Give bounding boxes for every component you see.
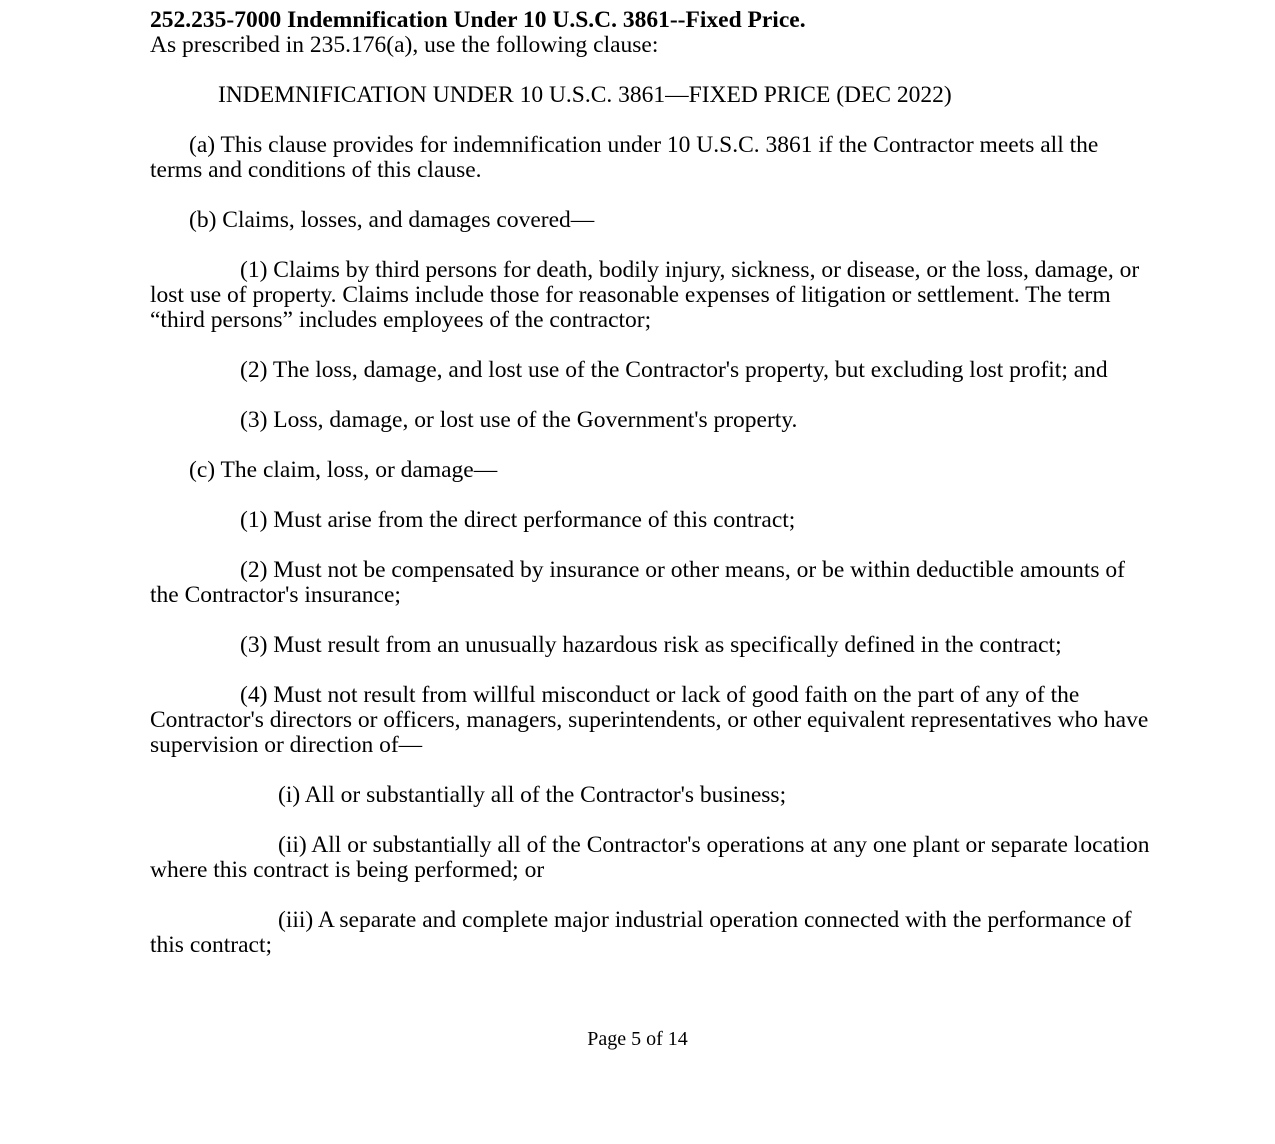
page-number-footer: Page 5 of 14 bbox=[587, 1028, 688, 1050]
paragraph-c-4: (4) Must not result from willful misconduct or lack of good faith on the part of any of the Contractor's directors or officers, managers, superintendents, or other equivalent representatives who have supervision or direction of— bbox=[150, 682, 1149, 758]
paragraph-c: (c) The claim, loss, or damage— bbox=[189, 457, 498, 483]
paragraph-a: (a) This clause provides for indemnification under 10 U.S.C. 3861 if the Contractor meets all the terms and conditions of this clause. bbox=[150, 132, 1099, 183]
paragraph-b: (b) Claims, losses, and damages covered— bbox=[189, 207, 595, 233]
section-heading: 252.235-7000 Indemnification Under 10 U.S.C. 3861--Fixed Price. bbox=[150, 7, 806, 33]
paragraph-c-4-i: (i) All or substantially all of the Contractor's business; bbox=[278, 782, 787, 808]
intro-text: As prescribed in 235.176(a), use the following clause: bbox=[150, 32, 659, 58]
paragraph-c-4-iii: (iii) A separate and complete major industrial operation connected with the performance of this contract; bbox=[150, 907, 1132, 958]
paragraph-b-3: (3) Loss, damage, or lost use of the Government's property. bbox=[240, 407, 798, 433]
paragraph-b-2: (2) The loss, damage, and lost use of the Contractor's property, but excluding lost profit; and bbox=[240, 357, 1108, 383]
paragraph-c-2: (2) Must not be compensated by insurance or other means, or be within deductible amounts of the Contractor's insurance; bbox=[150, 557, 1125, 608]
clause-title: INDEMNIFICATION UNDER 10 U.S.C. 3861—FIXED PRICE (DEC 2022) bbox=[218, 82, 952, 108]
paragraph-c-4-ii: (ii) All or substantially all of the Contractor's operations at any one plant or separate location where this contract is being performed; or bbox=[150, 832, 1150, 883]
paragraph-c-1: (1) Must arise from the direct performance of this contract; bbox=[240, 507, 796, 533]
paragraph-c-3: (3) Must result from an unusually hazardous risk as specifically defined in the contract; bbox=[240, 632, 1062, 658]
paragraph-b-1: (1) Claims by third persons for death, bodily injury, sickness, or disease, or the loss, damage, or lost use of property. Claims include those for reasonable expenses of litigation or settlement. The term “third persons” includes employees of the contractor; bbox=[150, 257, 1140, 333]
document-page bbox=[150, 8, 1150, 958]
